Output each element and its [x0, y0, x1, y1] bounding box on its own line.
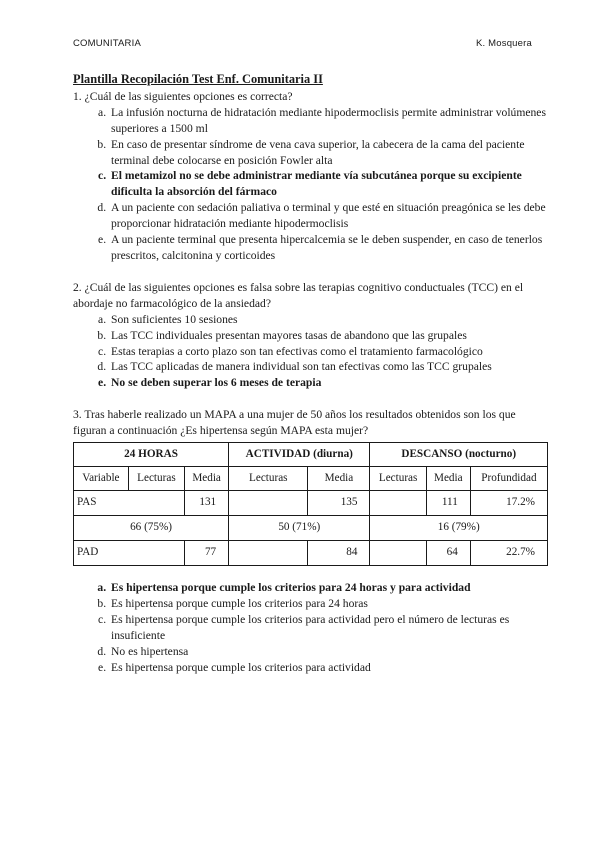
q1-option-a: a. La infusión nocturna de hidratación mediante hipodermoclisis permite administrar volúmenes superiores a 1500 ml	[109, 105, 549, 137]
pas-empty-act	[229, 491, 308, 516]
q1-option-e: e. A un paciente terminal que presenta hipercalcemia se le deben suspender, en caso de tenerlos prescritos, calcitonina y corticoides	[109, 232, 549, 264]
header-subject: COMUNITARIA	[73, 38, 141, 49]
document-body	[73, 72, 549, 675]
q2-option-d: d. Las TCC aplicadas de manera individual son tan efectivas como las TCC grupales	[109, 359, 549, 375]
col-lecturas-act: Lecturas	[229, 467, 308, 491]
pad-empty-act	[229, 541, 308, 566]
question-3-options	[73, 580, 549, 675]
lecturas-desc: 16 (79%)	[370, 516, 548, 541]
spacer	[73, 391, 549, 407]
pad-media-act: 84	[308, 541, 370, 566]
q1-option-c-correct: c. El metamizol no se debe administrar mediante vía subcutánea porque su excipiente dificulta la absorción del fármaco	[109, 168, 549, 200]
q3-option-d: d. No es hipertensa	[109, 644, 549, 660]
pad-media-24h: 77	[185, 541, 229, 566]
q2-option-e-correct: e. No se deben superar los 6 meses de terapia	[109, 375, 549, 391]
question-1-options	[73, 105, 549, 264]
table-column-header-row	[74, 467, 548, 491]
q3-option-a-correct: a. Es hipertensa porque cumple los criterios para 24 horas y para actividad	[109, 580, 549, 596]
col-media-desc: Media	[426, 467, 470, 491]
pad-label: PAD	[74, 541, 185, 566]
table-row-pas	[74, 491, 548, 516]
lecturas-act: 50 (71%)	[229, 516, 370, 541]
col-media-act: Media	[308, 467, 370, 491]
q2-option-c: c. Estas terapias a corto plazo son tan efectivas como el tratamiento farmacológico	[109, 344, 549, 360]
pad-profundidad: 22.7%	[470, 541, 547, 566]
pas-profundidad: 17.2%	[470, 491, 547, 516]
question-3-text: 3. Tras haberle realizado un MAPA a una mujer de 50 años los resultados obtenidos son los que figuran a continuación ¿Es hipertensa según MAPA esta mujer?	[73, 408, 516, 438]
question-1-text: 1. ¿Cuál de las siguientes opciones es correcta?	[73, 89, 293, 103]
q3-option-e: e. Es hipertensa porque cumple los criterios para actividad	[109, 660, 549, 676]
q1-option-b: b. En caso de presentar síndrome de vena cava superior, la cabecera de la cama del paciente terminal debe colocarse en posición Fowler alta	[109, 137, 549, 169]
pas-empty-desc	[370, 491, 426, 516]
lecturas-24h: 66 (75%)	[74, 516, 229, 541]
pad-empty-desc	[370, 541, 426, 566]
pas-media-act: 135	[308, 491, 370, 516]
q2-option-a: a. Son suficientes 10 sesiones	[109, 312, 549, 328]
spacer	[73, 264, 549, 280]
pas-media-24h: 131	[185, 491, 229, 516]
table-row-pad	[74, 541, 548, 566]
group-24h: 24 HORAS	[74, 443, 229, 467]
col-profundidad: Profundidad	[470, 467, 547, 491]
col-lecturas-24h: Lecturas	[128, 467, 184, 491]
group-rest: DESCANSO (nocturno)	[370, 443, 548, 467]
q3-option-b: b. Es hipertensa porque cumple los criterios para 24 horas	[109, 596, 549, 612]
pad-media-desc: 64	[426, 541, 470, 566]
question-2-options	[73, 312, 549, 392]
table-group-header-row	[74, 443, 548, 467]
mapa-results-table	[73, 442, 548, 566]
document-title: Plantilla Recopilación Test Enf. Comunitaria II	[73, 72, 323, 86]
group-activity: ACTIVIDAD (diurna)	[229, 443, 370, 467]
table-row-lecturas	[74, 516, 548, 541]
header-author: K. Mosquera	[475, 38, 532, 49]
col-variable: Variable	[74, 467, 129, 491]
q1-option-d: d. A un paciente con sedación paliativa o terminal y que esté en situación preagónica se les debe proporcionar hidratación mediante hipodermoclisis	[109, 200, 549, 232]
q3-option-c: c. Es hipertensa porque cumple los criterios para actividad pero el número de lecturas es insuficiente	[109, 612, 549, 644]
q2-option-b: b. Las TCC individuales presentan mayores tasas de abandono que las grupales	[109, 328, 549, 344]
col-lecturas-desc: Lecturas	[370, 467, 426, 491]
pas-label: PAS	[74, 491, 185, 516]
pas-media-desc: 111	[426, 491, 470, 516]
question-2-text: 2. ¿Cuál de las siguientes opciones es falsa sobre las terapias cognitivo conductuales (TCC) en el abordaje no farmacológico de la ansiedad?	[73, 280, 524, 310]
col-media-24h: Media	[185, 467, 229, 491]
